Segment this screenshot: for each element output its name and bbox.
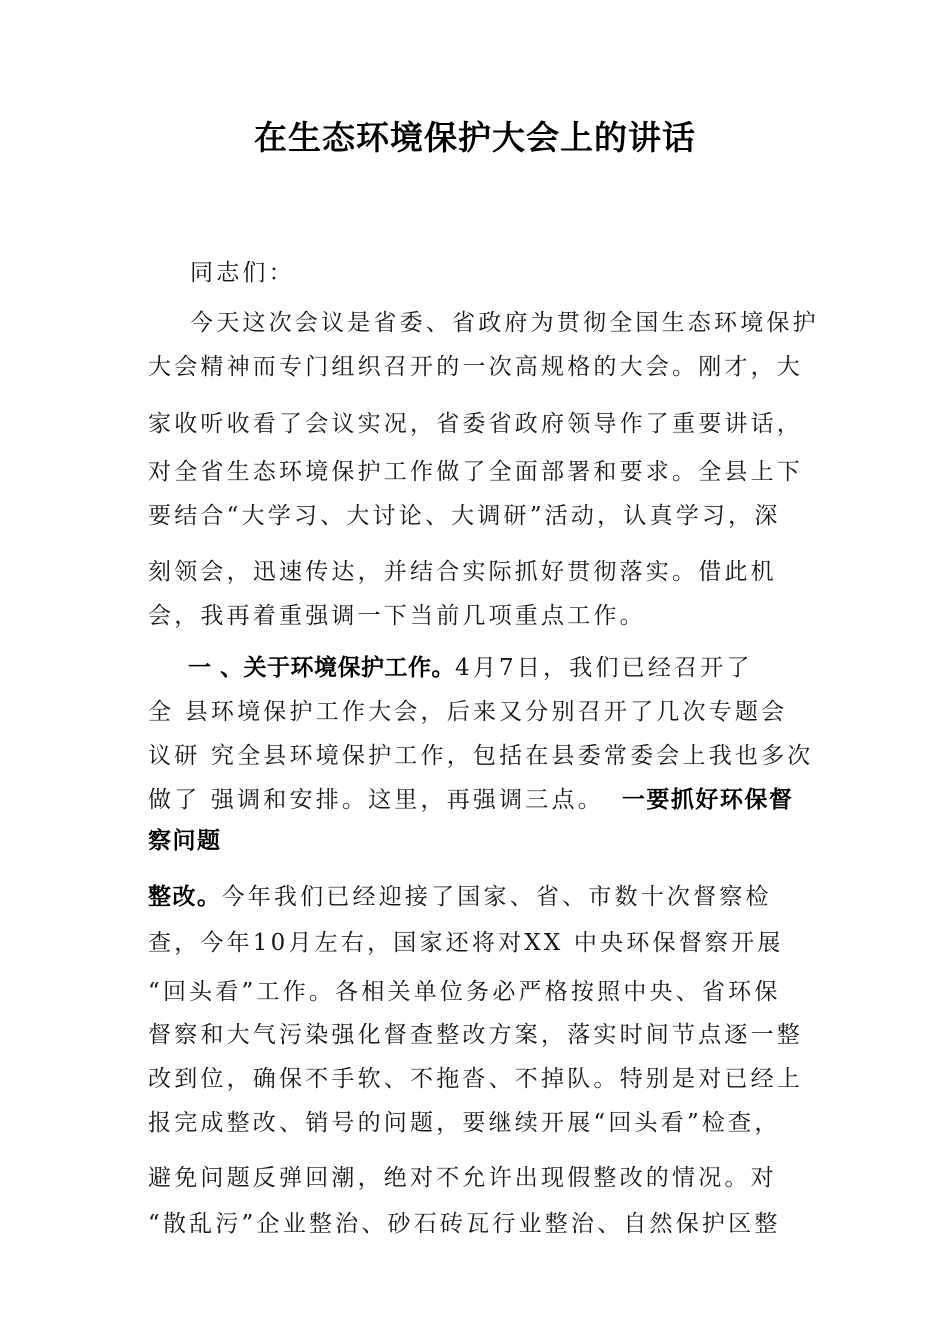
paragraph-line: 大会精神而专门组织召开的一次高规格的大会。刚才，大 xyxy=(148,354,803,380)
paragraph-line: 全 县环境保护工作大会，后来又分别召开了几次专题会 xyxy=(148,699,788,725)
paragraph-line: “散乱污”企业整治、砂石砖瓦行业整治、自然保护区整 xyxy=(148,1211,781,1237)
subheading-text: 察问题 xyxy=(148,828,222,854)
document-title: 在生态环境保护大会上的讲话 xyxy=(254,118,696,157)
paragraph-line: 改到位，确保不手软、不拖沓、不掉队。特别是对已经上 xyxy=(148,1066,803,1092)
paragraph-line: 报完成整改、销号的问题，要继续开展“回头看”检查， xyxy=(148,1110,781,1136)
paragraph-line: 会，我再着重强调一下当前几项重点工作。 xyxy=(148,603,646,629)
paragraph-line: 查，今年10月左右，国家还将对XX 中央环保督察开展 xyxy=(148,930,784,956)
paragraph-line: 要结合“大学习、大讨论、大调研”活动，认真学习，深 xyxy=(148,503,781,529)
section-heading: 一 、关于环境保护工作。 xyxy=(188,655,456,681)
subheading-text: 一要抓好环保督 xyxy=(621,787,794,813)
paragraph-line: 刻领会，迅速传达，并结合实际抓好贯彻落实。借此机 xyxy=(148,559,777,585)
section-text: 4月7日，我们已经召开了 xyxy=(455,655,753,681)
section-text: 做了 强调和安排。这里，再强调三点。 xyxy=(148,787,604,813)
paragraph-line: 今天这次会议是省委、省政府为贯彻全国生态环境保护 xyxy=(190,310,819,336)
paragraph-line: 家收听收看了会议实况，省委省政府领导作了重要讲话， xyxy=(148,411,803,437)
paragraph-line xyxy=(148,882,772,912)
paragraph-line xyxy=(148,826,222,856)
salutation: 同志们： xyxy=(190,260,295,286)
paragraph-line: “回头看”工作。各相关单位务必严格按照中央、省环保 xyxy=(148,979,781,1005)
section-heading-line xyxy=(188,653,753,683)
section-text: 今年我们已经迎接了国家、省、市数十次督察检 xyxy=(221,884,772,910)
paragraph-line xyxy=(148,785,793,815)
paragraph-line: 督察和大气污染强化督查整改方案，落实时间节点逐一整 xyxy=(148,1022,803,1048)
paragraph-line: 避免问题反弹回潮，绝对不允许出现假整改的情况。对 xyxy=(148,1165,777,1191)
subheading-text: 整改。 xyxy=(148,884,222,910)
paragraph-line: 议研 究全县环境保护工作，包括在县委常委会上我也多次 xyxy=(148,743,814,769)
paragraph-line: 对全省生态环境保护工作做了全面部署和要求。全县上下 xyxy=(148,459,803,485)
